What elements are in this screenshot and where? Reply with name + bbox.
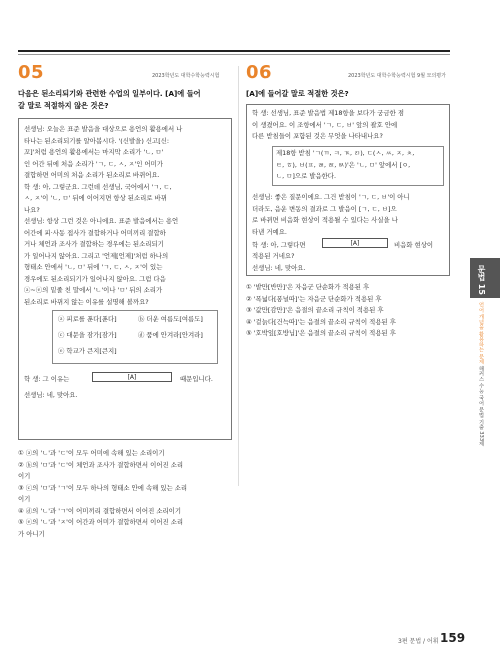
option-1[interactable]: ① ⓐ의 'ㄴ'과 'ㄷ'이 모두 어미에 속해 있는 소리이기	[18, 449, 165, 457]
option-3[interactable]: ③ ⓒ의 'ㅁ'과 'ㄱ'이 모두 하나의 형태소 안에 속해 있는 소리	[18, 483, 188, 492]
dialogue-line: 선생님: 오늘은 표준 발음을 대상으로 용언의 활용에서 나	[24, 125, 183, 133]
dialogue-05	[24, 124, 182, 308]
top-rule	[18, 50, 450, 52]
dialogue-line: 꼬]'처럼 용언의 활용에서는 마지막 소리가 'ㄴ, ㅁ'	[24, 148, 164, 156]
column-separator	[238, 66, 239, 486]
side-book-title: 해커스 수능 국어 문법 기출 333제	[478, 365, 484, 447]
question-number-06: 06	[246, 62, 273, 83]
dialogue-line: 로 바뀌면 비음화 현상이 적용될 수 있다는 사실을 나	[252, 216, 398, 224]
question-number-05: 05	[18, 62, 45, 83]
answer-blank-label-05: [A]	[127, 374, 137, 381]
student-reply-06: 학 생: 아, 그렇다면	[252, 241, 306, 249]
example-a: ⓐ 피로를 푼다[푼다]	[58, 315, 117, 323]
teacher-close-06: 선생님: 네, 맞아요.	[252, 264, 306, 272]
page-number: 159	[440, 631, 466, 645]
question-stem-05	[18, 88, 201, 112]
dialogue-line: 가 일어나지 않아요. 그리고 '언제[언제]'처럼 하나의	[24, 251, 169, 260]
example-e: ⓔ 학교가 큰지[큰지]	[58, 347, 117, 355]
example-b: ⓑ 더운 여름도[여름도]	[138, 315, 203, 323]
dialogue-top-06	[252, 108, 404, 143]
option-2[interactable]: ② '폭넓다[퐁널따]'는 자음군 단순화가 적용된 후	[246, 294, 382, 303]
example-d: ⓓ 품에 안겨라[안겨라]	[138, 331, 203, 339]
rule-line: ㄴ, ㅁ]으로 발음한다.	[276, 172, 337, 180]
side-highlight: 언어 개념을 활용하는 문제	[478, 302, 484, 366]
question-stem-06: [A]에 들어갈 말로 적절한 것은?	[246, 89, 349, 98]
option-4[interactable]: ④ ⓓ의 'ㄴ'과 'ㄱ'이 어미끼리 결합하면서 이어진 소리이기	[18, 506, 182, 515]
question-source-05: 2023학년도 대학수학능력시험	[152, 73, 220, 79]
dialogue-line: 이 생겼어요. 이 조항에서 'ㄱ, ㄷ, ㅂ' 앞의 괄호 안에	[252, 120, 398, 129]
dialogue-line: ⓐ~ⓔ의 밑줄 친 말에서 'ㄴ'이나 'ㅁ' 뒤의 소리가	[24, 286, 163, 294]
student-reply-suffix-05: 때문입니다.	[180, 375, 213, 383]
rule-text-06	[276, 148, 414, 183]
rule-line: 제18항 받침 'ㄱ(ㄲ, ㅋ, ㄳ, ㄺ), ㄷ(ㅅ, ㅆ, ㅈ, ㅊ,	[276, 149, 415, 157]
dialogue-line: 어간에 피·사동 접사가 결합하거나 어미끼리 결합하	[24, 228, 166, 237]
option-1[interactable]: ① '밭만[반만]'은 자음군 단순화가 적용된 후	[246, 283, 370, 291]
option-5[interactable]: ⑤ '호박잎[호방닙]'은 음절의 끝소리 규칙이 적용된 후	[246, 329, 396, 337]
dialogue-line: 인 어간 뒤에 처음 소리가 'ㄱ, ㄷ, ㅅ, ㅈ'인 어미가	[24, 159, 164, 168]
top-rule-thin	[18, 54, 450, 55]
footer-section: 3편 문법 / 어휘	[398, 638, 439, 645]
dialogue-line: 된소리로 바뀌지 않는 이유를 설명해 볼까요?	[24, 297, 149, 306]
option-2[interactable]: ② ⓑ의 'ㅁ'과 'ㄷ'이 체언과 조사가 결합하면서 이어진 소리	[18, 460, 184, 469]
student-reply-05: 학 생: 그 이유는	[24, 375, 70, 383]
teacher-close-05: 선생님: 네, 맞아요.	[24, 391, 78, 399]
dialogue-bottom-06	[252, 192, 410, 238]
dialogue-line: 선생님: 항상 그런 것은 아니에요. 표준 발음에서는 용언	[24, 217, 179, 225]
student-reply-suffix-06: 비음화 현상이	[394, 241, 434, 249]
dialogue-line: ㅅ, ㅈ'이 'ㄴ, ㅁ' 뒤에 이어지면 항상 된소리로 바뀌	[24, 194, 167, 202]
options-06	[246, 282, 396, 340]
dialogue-line: 결합하면 어미의 처음 소리가 된소리로 바뀌어요.	[24, 171, 160, 179]
dialogue-line: 선생님: 좋은 질문이에요. 그건 받침이 'ㄱ, ㄷ, ㅂ'이 아니	[252, 193, 410, 201]
chapter-tab-label: 문법 15	[477, 265, 486, 295]
dialogue-line: 타나는 된소리되기를 알아봅시다. '(신발을) 신고[신:	[24, 136, 170, 145]
stem-line: 다음은 된소리되기와 관련한 수업의 일부이다. [A]에 들어	[18, 89, 201, 98]
dialogue-line: 다른 받침들이 포함된 것은 무엇을 나타내나요?	[252, 132, 383, 140]
rule-line: ㅌ, ㅎ), ㅂ(ㅍ, ㄼ, ㄿ, ㅄ)'은 'ㄴ, ㅁ' 앞에서 [ㅇ,	[276, 160, 411, 169]
question-source-06: 2023학년도 대학수학능력시험 9월 모의평가	[348, 73, 446, 79]
side-running-title	[478, 302, 485, 446]
example-c: ⓒ 대문을 잠가[잠가]	[58, 331, 117, 339]
option-4[interactable]: ④ '겉늙다[건늑따]'는 음절의 끝소리 규칙이 적용된 후	[246, 317, 396, 326]
options-05	[18, 448, 187, 540]
dialogue-line: 학 생: 아, 그렇군요. 그런데 선생님, 국어에서 'ㄱ, ㄷ,	[24, 182, 172, 191]
option-5-cont: 가 아니기	[18, 529, 45, 538]
dialogue-line: 타낸 거예요.	[252, 227, 287, 236]
student-reply-cont-06: 적용된 거네요?	[252, 252, 295, 260]
dialogue-line: 형태소 안에서 'ㄴ, ㅁ' 뒤에 'ㄱ, ㄷ, ㅅ, ㅈ'이 있는	[24, 263, 163, 271]
stem-line: 갈 말로 적절하지 않은 것은?	[18, 101, 109, 110]
dialogue-line: 더라도, 음운 변동의 결과로 그 발음이 [ㄱ, ㄷ, ㅂ]으	[252, 204, 397, 213]
answer-blank-label-06: [A]	[350, 240, 360, 247]
dialogue-line: 학 생: 선생님, 표준 발음법 제18항을 보다가 궁금한 점	[252, 109, 405, 117]
option-3-cont: 이기	[18, 495, 31, 503]
option-3[interactable]: ③ '값만[감만]'은 음절의 끝소리 규칙이 적용된 후	[246, 306, 384, 314]
option-5[interactable]: ⑤ ⓔ의 'ㄴ'과 'ㅈ'이 어간과 어미가 결합하면서 이어진 소리	[18, 518, 184, 526]
dialogue-line: 나요?	[24, 205, 40, 214]
dialogue-line: 거나 체언과 조사가 결합하는 경우에는 된소리되기	[24, 240, 164, 248]
option-2-cont: 이기	[18, 472, 31, 480]
dialogue-line: 경우에도 된소리되기가 일어나지 않아요. 그럼 다음	[24, 274, 166, 283]
